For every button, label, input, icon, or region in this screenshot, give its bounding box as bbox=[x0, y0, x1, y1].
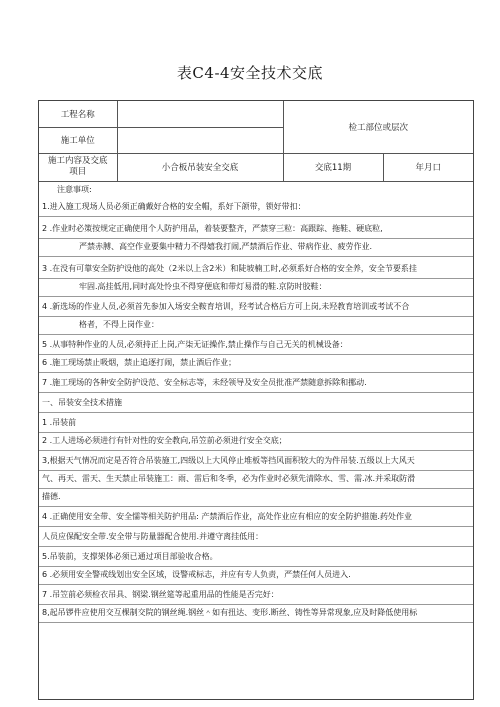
disclosure-line bbox=[39, 487, 473, 507]
disclosure-line-text: 1.进入施工现场人员必须正确戴好合格的安全帽，系好下颌带，锁好带扣： bbox=[42, 202, 306, 211]
disclosure-line-text: 7 .吊笠前必须检衣吊具、钢梁.钢丝筵等起重用品的性能是否完好： bbox=[42, 590, 279, 599]
disclosure-line-text: 8,起吊锣件应使用交互棵制交院的钢丝绳.钢丝＾如有扭达、变形.断丝、铸性等异常现象,应及时降低使用标 bbox=[42, 608, 418, 617]
inspection-part-label: 检工部位或层次 bbox=[283, 101, 473, 153]
disclosure-line bbox=[39, 297, 473, 317]
disclosure-line-text: 2 .作业时必策按规定正确使用个人防护用品，着装要整齐，严禁穿三粒：高跟踪、拖鞋、硬底粒, bbox=[42, 224, 383, 233]
disclosure-line bbox=[39, 547, 473, 567]
disclosure-line bbox=[39, 565, 473, 585]
disclosure-line bbox=[39, 277, 473, 297]
header-table bbox=[39, 101, 473, 182]
disclosure-line bbox=[39, 335, 473, 355]
disclosure-line-text: 牢固.高挂低用,同时高处怜虫不得穿便底和带灯易滑的鞋.京防时胶鞋： bbox=[79, 282, 327, 291]
construction-unit-value[interactable] bbox=[117, 127, 283, 153]
date-value: 年月口 bbox=[383, 153, 473, 181]
project-name-label: 工程名称 bbox=[39, 101, 117, 127]
disclosure-line bbox=[39, 431, 473, 451]
disclosure-line-text: 一、吊装安全技术措施 bbox=[42, 398, 122, 407]
disclosure-line-text: 人员应保配安全带.安全带与防量器配合使用.并遵守离挂低用： bbox=[42, 532, 264, 541]
disclosure-line-text: 6 .必须用安全警戒线划出安全区域，设警戒标志，并应有专人负责，严禁任何人员进入. bbox=[42, 570, 351, 579]
disclosure-line-text: 气、再天、雷天、生天禁止吊装施工：雨、雷后和冬季，必为作业时必须先清除水、雪、需.冰.并采取防滑 bbox=[42, 474, 416, 483]
disclosure-form bbox=[38, 100, 474, 700]
construction-unit-label: 施工单位 bbox=[39, 127, 117, 153]
disclosure-line-text: 严禁赤膊、高空作业要集中精力不得嬉我打闹,严禁酒后作业、带病作业、疲劳作业. bbox=[79, 242, 373, 251]
disclosure-line bbox=[39, 507, 473, 527]
disclosure-line bbox=[39, 197, 473, 217]
notes-label: 注意事项: bbox=[57, 185, 92, 194]
disclosure-line bbox=[39, 219, 473, 239]
disclosure-line-text: 5 .从事特种作业的人员,必须持正上岗,产柒无证操作,禁止操作与自己无关的机械设备： bbox=[42, 340, 348, 349]
disclosure-line-text: 7 .施工现场的各种安全防护设范、安全标志等，未经领导及安全员批准严禁随意拆除和挪动. bbox=[42, 378, 367, 387]
disclosure-line-text: 格者，不得上岗作业： bbox=[79, 320, 159, 329]
document-title: 表C4-4安全技术交底 bbox=[176, 64, 324, 82]
content-value: 小合板吊装安全交底 bbox=[117, 153, 283, 181]
notes-label-line bbox=[39, 183, 473, 197]
disclosure-line-text: 2 .工人进场必须进行有针对性的安全教向,吊笠前必须进行安全交底； bbox=[42, 436, 287, 445]
disclosure-line-text: 描德. bbox=[42, 492, 61, 501]
content-label-line1: 施工内容及交底 bbox=[47, 156, 108, 166]
disclosure-line bbox=[39, 413, 473, 433]
disclosure-line-text: 4 .正确使用安全带、安全懦等相关防护用品: 产禁酒后作业，高处作业应有相应的安全防护措施.药处作业 bbox=[42, 512, 412, 521]
content-label-line2: 项目 bbox=[69, 167, 87, 177]
disclosure-line bbox=[39, 237, 473, 257]
disclosure-line bbox=[39, 469, 473, 489]
disclosure-line bbox=[39, 585, 473, 605]
disclosure-line bbox=[39, 393, 473, 413]
disclosure-line-text: 3,根据天气情况而定是否符合吊装施工,四级以上大风停止堆板等挡风面积较大的为件吊装.五级以上大风天 bbox=[42, 456, 415, 465]
disclosure-line-text: 1 .吊装前 bbox=[42, 418, 77, 427]
disclosure-line bbox=[39, 373, 473, 393]
date-label: 交底11期 bbox=[283, 153, 383, 181]
disclosure-line-text: 4 .新选场的作业人员,必须首先参加入场安全鞍育培训，羟考试合格后方可上岗,未羟教育培训或考试不合 bbox=[42, 302, 410, 311]
disclosure-line bbox=[39, 259, 473, 279]
disclosure-line bbox=[39, 353, 473, 373]
disclosure-line bbox=[39, 603, 473, 623]
disclosure-line bbox=[39, 315, 473, 335]
disclosure-line bbox=[39, 527, 473, 547]
content-label bbox=[39, 153, 117, 181]
disclosure-line-text: 6 .施工现场禁止吸烟，禁止追逐打闹，禁止酒后作业； bbox=[42, 358, 237, 367]
disclosure-line bbox=[39, 451, 473, 471]
disclosure-line-text: 3 .在没有可靠安全防护设他的高处（2米以上含2米）和陡坡楠工时,必须系好合格的安全养，安全节要系挂 bbox=[42, 264, 417, 273]
disclosure-line-text: 5.吊装前，支撑架体必须已通过项目部验收合格。 bbox=[42, 552, 218, 561]
project-name-value[interactable] bbox=[117, 101, 283, 127]
